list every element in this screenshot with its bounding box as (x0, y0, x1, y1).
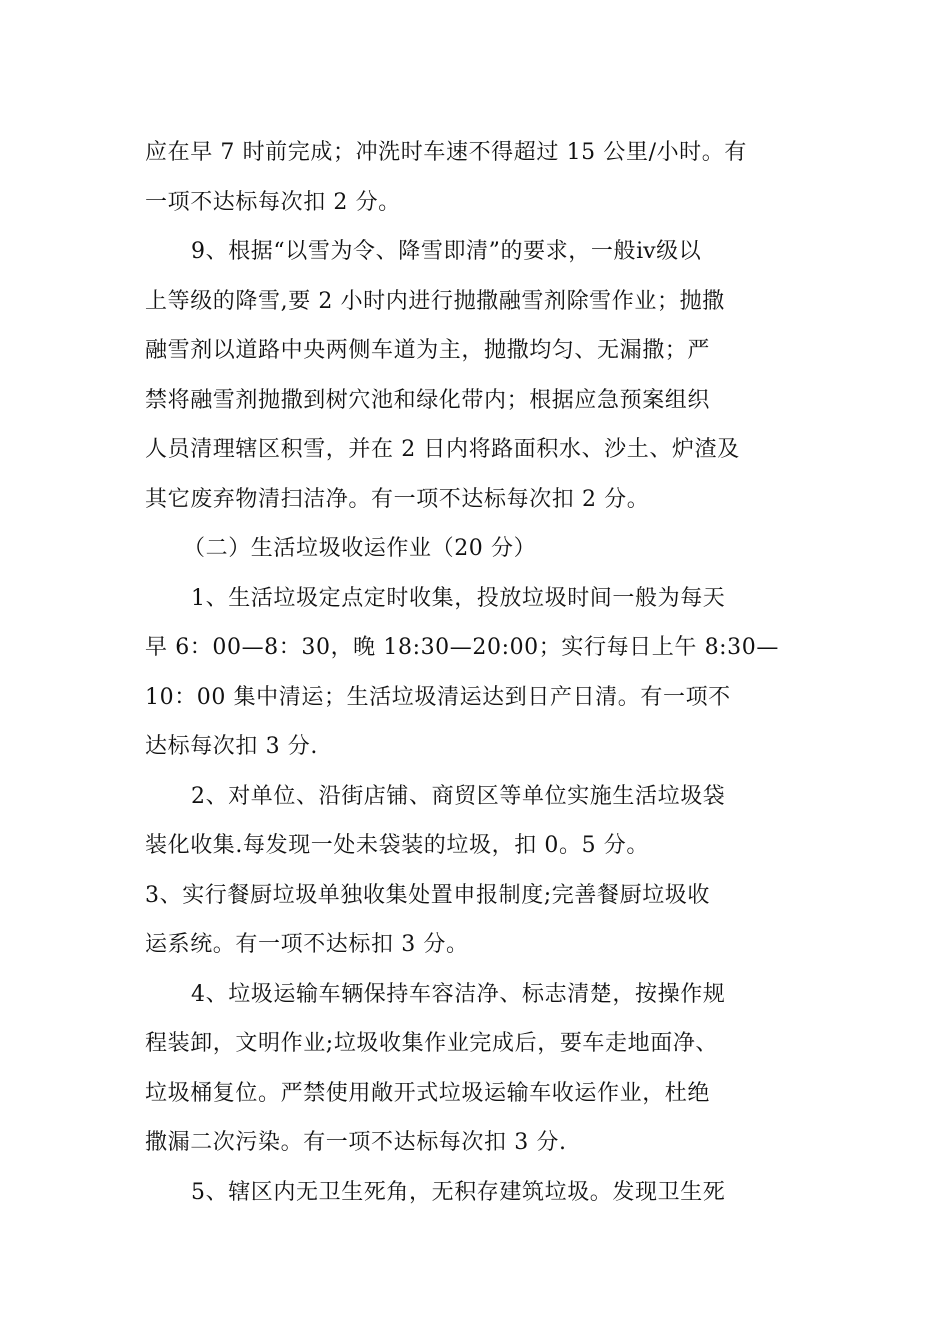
text-line: 人员清理辖区积雪，并在 2 日内将路面积水、沙土、炉渣及 (145, 437, 740, 462)
text-line: 垃圾桶复位。严禁使用敞开式垃圾运输车收运作业，杜绝 (145, 1080, 711, 1106)
text-line: 10：00 集中清运；生活垃圾清运达到日产日清。有一项不 (145, 684, 731, 710)
section-heading: （二）生活垃圾收运作业（20 分） (183, 536, 537, 561)
paragraph-start-line: 1、生活垃圾定点定时收集，投放垃圾时间一般为每天 (191, 585, 726, 611)
text-line: 应在早 7 时前完成；冲洗时车速不得超过 15 公里/小时。有 (145, 140, 747, 165)
text-line: 一项不达标每次扣 2 分。 (145, 189, 401, 215)
text-line: 程装卸，文明作业;垃圾收集作业完成后，要车走地面净、 (145, 1031, 719, 1056)
paragraph-start-line: 9、根据“以雪为令、降雪即清”的要求，一般ⅳ级以 (191, 239, 702, 264)
document-body (145, 128, 815, 1217)
text-line: 装化收集.每发现一处未袋装的垃圾，扣 0。5 分。 (145, 833, 649, 858)
text-line: 其它废弃物清扫洁净。有一项不达标每次扣 2 分。 (145, 486, 650, 512)
text-line: 撒漏二次污染。有一项不达标每次扣 3 分. (145, 1130, 567, 1155)
text-line: 运系统。有一项不达标扣 3 分。 (145, 932, 469, 957)
paragraph-start-line: 3、实行餐厨垃圾单独收集处置申报制度;完善餐厨垃圾收 (145, 882, 711, 908)
paragraph-start-line: 2、对单位、沿街店铺、商贸区等单位实施生活垃圾袋 (191, 783, 726, 809)
paragraph-start-line: 5、辖区内无卫生死角，无积存建筑垃圾。发现卫生死 (191, 1179, 726, 1205)
text-line: 上等级的降雪,要 2 小时内进行抛撒融雪剂除雪作业；抛撒 (145, 288, 725, 314)
paragraph-start-line: 4、垃圾运输车辆保持车容洁净、标志清楚，按操作规 (191, 981, 726, 1007)
text-line: 禁将融雪剂抛撒到树穴池和绿化带内；根据应急预案组织 (145, 387, 711, 413)
text-line: 早 6：00—8：30，晚 18:30—20:00；实行每日上午 8:30— (145, 635, 779, 660)
text-line: 达标每次扣 3 分. (145, 734, 318, 759)
text-line: 融雪剂以道路中央两侧车道为主，抛撒均匀、无漏撒；严 (145, 338, 711, 363)
